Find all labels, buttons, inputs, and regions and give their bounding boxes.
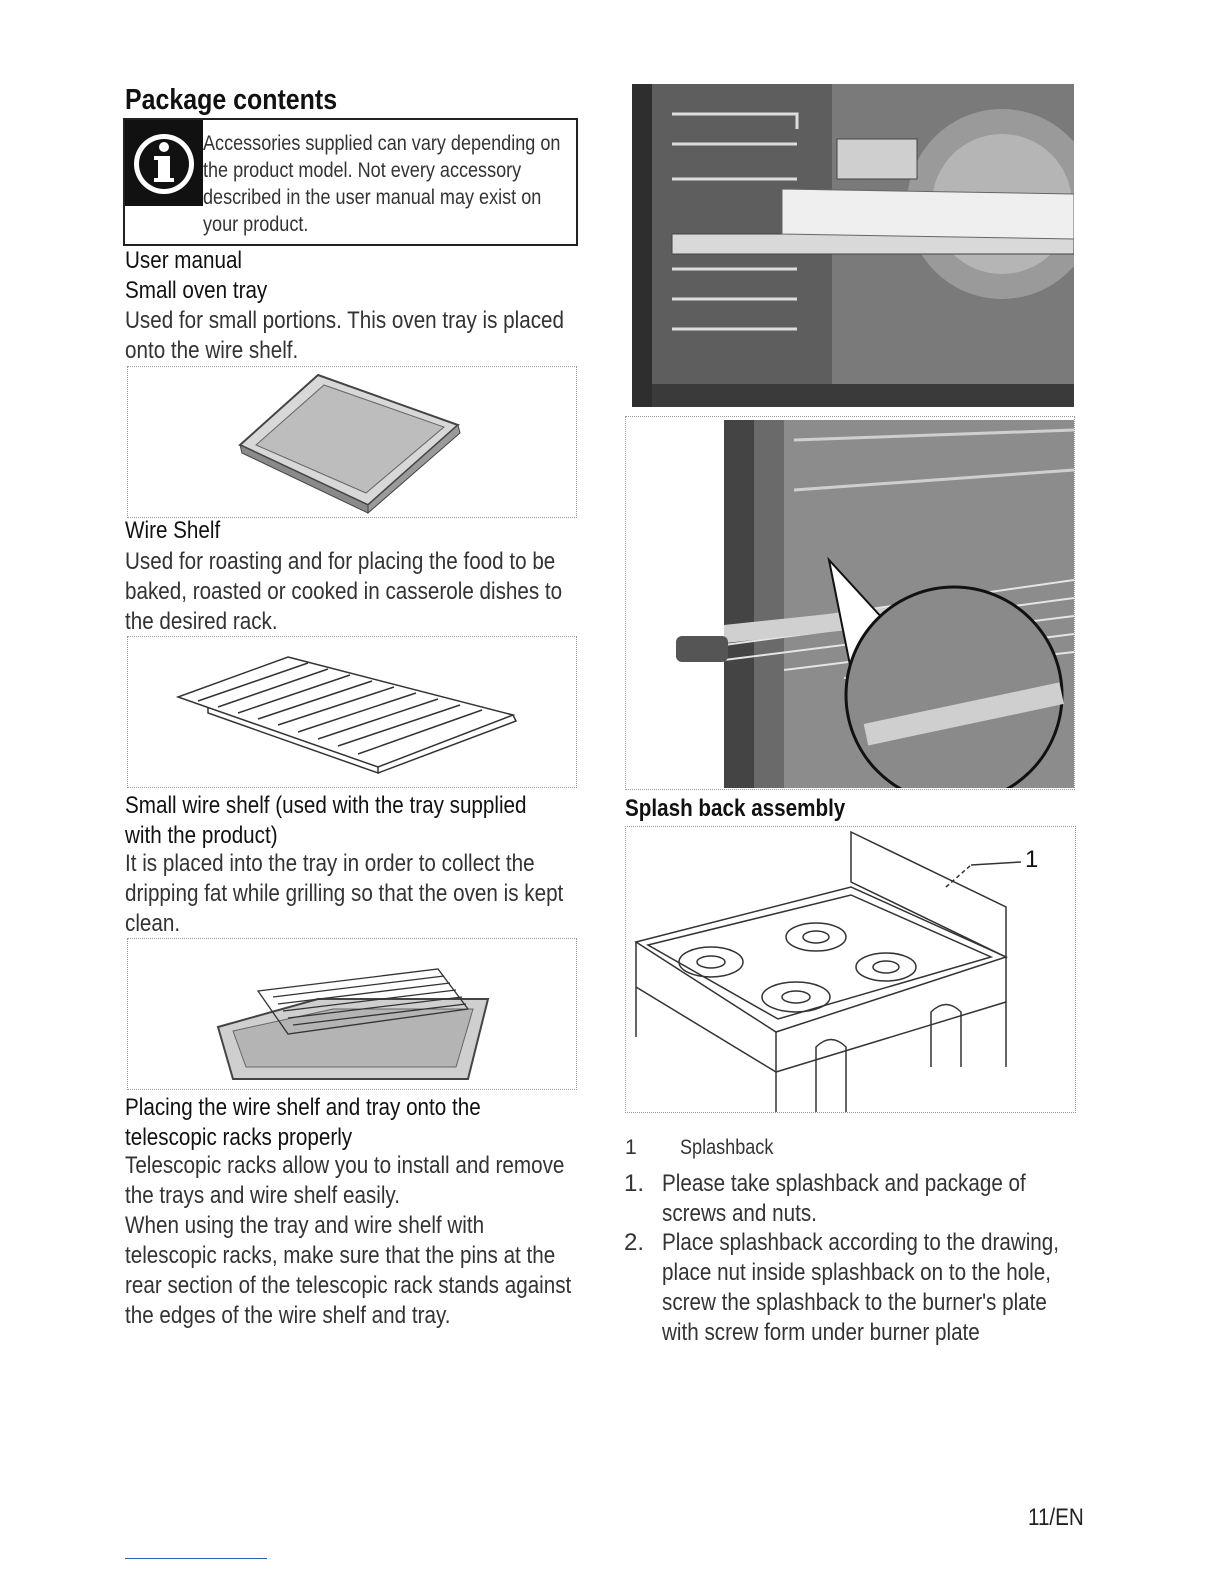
page-number: 11/EN bbox=[1028, 1504, 1084, 1531]
wire-shelf-heading: Wire Shelf bbox=[125, 517, 221, 544]
step-number: 2. bbox=[624, 1229, 645, 1256]
small-wire-shelf-text: It is placed into the tray in order to collect the dripping fat while grilling so that the oven is kept clean. bbox=[125, 850, 564, 937]
user-manual-heading: User manual bbox=[125, 247, 243, 274]
small-tray-text: Used for small portions. This oven tray is placed onto the wire shelf. bbox=[125, 307, 564, 364]
step-text: Place splashback according to the drawing, place nut inside splashback on to the hole, screw the splashback to the burner's plate with screw form under burner plate bbox=[662, 1229, 1059, 1346]
step-number: 1. bbox=[624, 1170, 645, 1197]
rack-handle bbox=[674, 630, 734, 670]
footer-rule bbox=[125, 1558, 267, 1559]
info-note bbox=[123, 118, 578, 246]
placing-text: Telescopic racks allow you to install and remove the trays and wire shelf easily. When using the tray and wire shelf with telescopic racks, make sure that the pins at the rear section of the telescopic rack stands against the edges of the wire shelf and tray. bbox=[125, 1152, 572, 1329]
small-tray-heading: Small oven tray bbox=[125, 277, 268, 304]
page-title: Package contents bbox=[125, 84, 338, 116]
small-wire-shelf-figure bbox=[127, 938, 577, 1090]
oven-interior-photo-1 bbox=[632, 84, 1074, 407]
note-text: Accessories supplied can vary depending on the product model. Not every accessory described in the user manual may exist on your product. bbox=[203, 132, 561, 236]
legend-number: 1 bbox=[625, 1136, 637, 1159]
small-tray-figure bbox=[127, 366, 577, 518]
step-text: Please take splashback and package of screws and nuts. bbox=[662, 1170, 1026, 1227]
legend-label: Splashback bbox=[680, 1136, 774, 1159]
info-icon bbox=[125, 120, 203, 206]
splash-back-figure bbox=[625, 826, 1076, 1113]
wire-shelf-figure bbox=[127, 636, 577, 788]
callout-number: 1 bbox=[1025, 846, 1039, 873]
placing-heading: Placing the wire shelf and tray onto the telescopic racks properly bbox=[125, 1094, 481, 1151]
wire-shelf-text: Used for roasting and for placing the food to be baked, roasted or cooked in casserole dishes to the desired rack. bbox=[125, 548, 563, 635]
oven-interior-photo-2 bbox=[724, 420, 1074, 788]
splash-back-heading: Splash back assembly bbox=[625, 795, 846, 822]
small-wire-shelf-heading: Small wire shelf (used with the tray supplied with the product) bbox=[125, 792, 527, 849]
